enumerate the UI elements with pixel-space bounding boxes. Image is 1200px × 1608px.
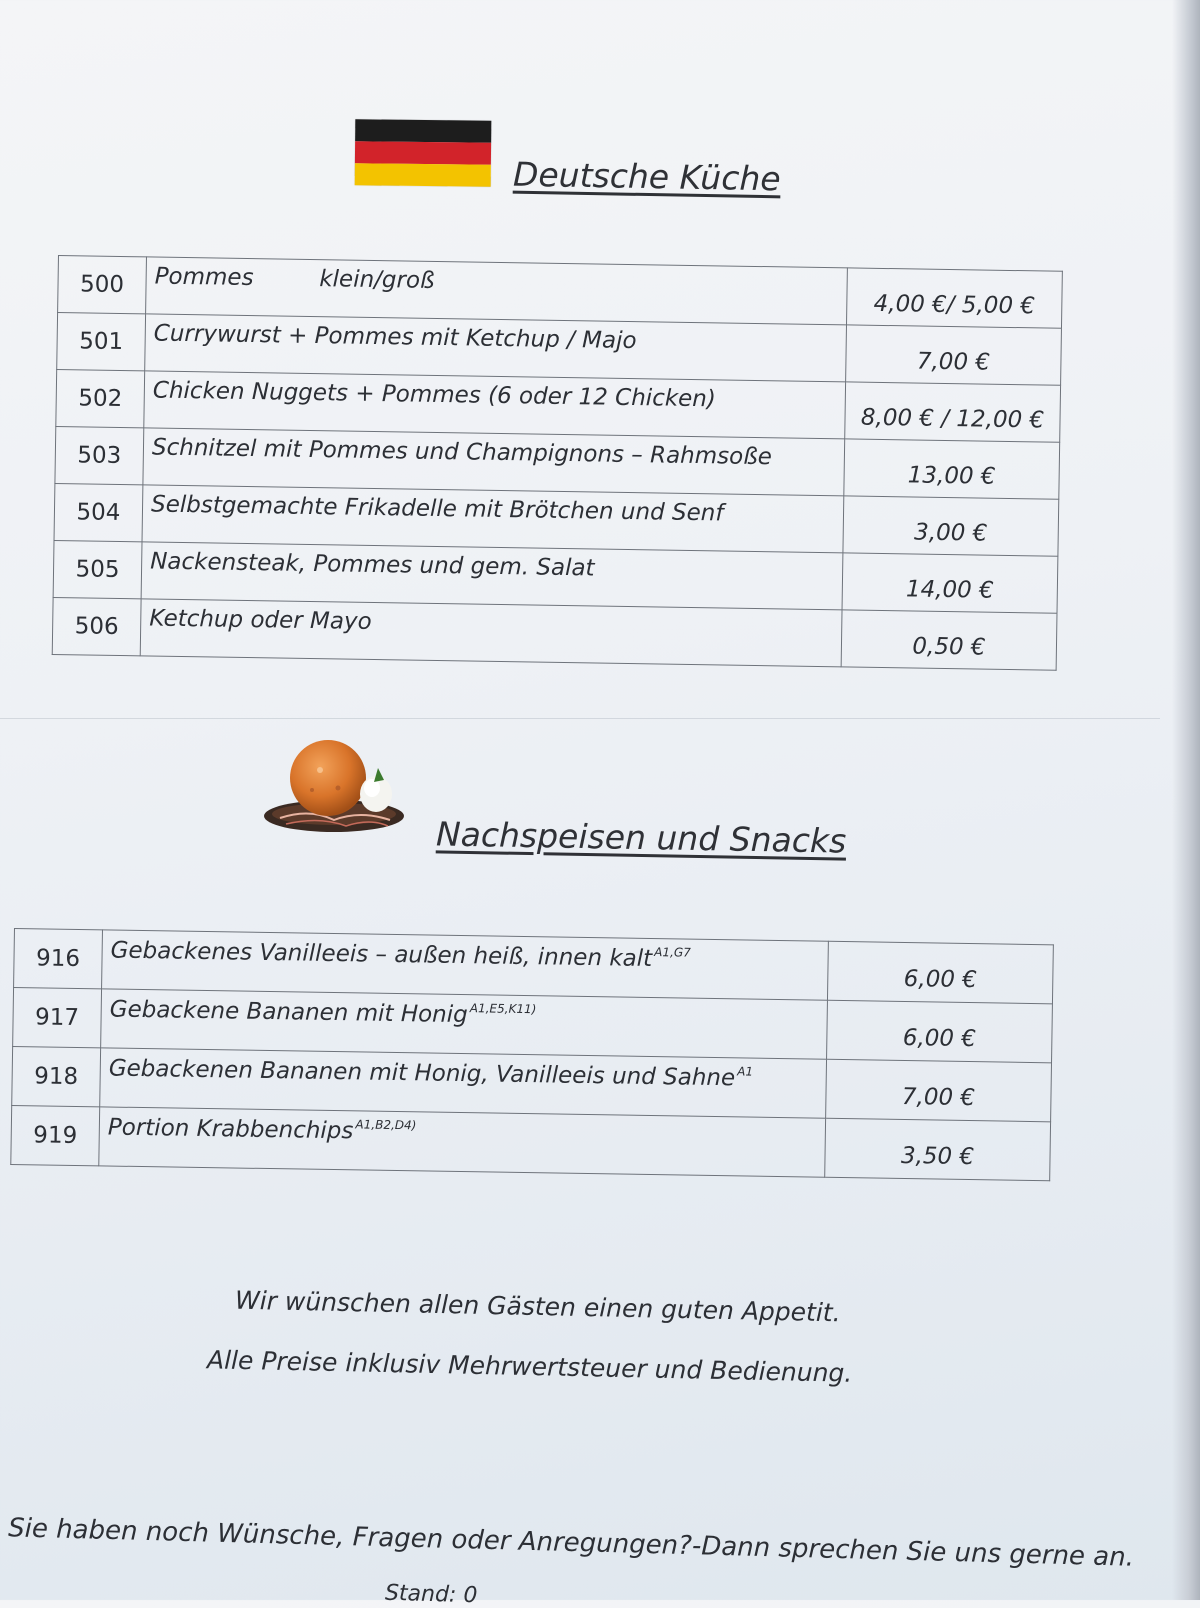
sheet-fold-divider	[0, 718, 1160, 719]
allergen-codes: A1,B2,D4)	[355, 1117, 417, 1133]
item-price: 8,00 € / 12,00 €	[845, 382, 1061, 442]
item-number: 918	[12, 1046, 101, 1106]
item-price: 13,00 €	[844, 439, 1060, 499]
item-name: Portion Krabbenchips	[107, 1114, 354, 1145]
item-name: Nackensteak, Pommes und gem. Salat	[149, 548, 595, 582]
item-name: Chicken Nuggets + Pommes (6 oder 12 Chicken)	[152, 377, 717, 413]
item-number: 503	[55, 426, 144, 484]
item-name: Gebackenen Bananen mit Honig, Vanilleeis und Sahne	[108, 1055, 736, 1092]
item-number: 505	[53, 540, 142, 598]
item-price: 14,00 €	[842, 553, 1058, 613]
item-name: Gebackenes Vanilleeis – außen heiß, innen kalt	[110, 937, 653, 973]
item-price: 7,00 €	[826, 1059, 1052, 1122]
item-price: 7,00 €	[846, 325, 1062, 385]
allergen-codes: A1,G7	[654, 945, 691, 960]
item-price: 6,00 €	[827, 1000, 1053, 1063]
item-number: 502	[56, 369, 145, 427]
flag-band-gold	[355, 163, 491, 186]
item-price: 0,50 €	[841, 610, 1057, 670]
menu-table-nachspeisen	[10, 928, 1054, 1181]
item-number: 506	[52, 597, 141, 655]
item-number: 917	[13, 988, 102, 1048]
item-number: 916	[14, 929, 103, 989]
footer-price-note: Alle Preise inklusiv Mehrwertsteuer und Bedienung.	[206, 1345, 853, 1388]
flag-band-red	[355, 141, 491, 164]
item-name: Gebackene Bananen mit Honig	[109, 996, 468, 1029]
item-price: 3,00 €	[843, 496, 1059, 556]
item-price: 6,00 €	[827, 941, 1053, 1004]
footer-stand-date: Stand: 0	[384, 1580, 478, 1608]
german-flag-icon	[355, 119, 492, 186]
page-edge-shadow	[1172, 0, 1200, 1600]
footer-contact-note: Sie haben noch Wünsche, Fragen oder Anregungen?-Dann sprechen Sie uns gerne an.	[7, 1513, 1135, 1573]
item-name: Pommes klein/groß	[154, 263, 435, 294]
item-price: 3,50 €	[825, 1118, 1051, 1181]
allergen-codes: A1,E5,K11)	[469, 1001, 537, 1017]
item-name-cell	[99, 1107, 826, 1177]
flag-band-black	[355, 119, 491, 142]
item-name: Schnitzel mit Pommes und Champignons – Rahmsoße	[151, 434, 773, 471]
footer-appetit-note: Wir wünschen allen Gästen einen guten Appetit.	[234, 1285, 841, 1328]
menu-table-deutsche-kueche	[52, 255, 1063, 671]
item-number: 501	[57, 313, 146, 371]
item-price: 4,00 €/ 5,00 €	[846, 268, 1062, 328]
item-number: 919	[11, 1105, 100, 1165]
fried-ice-cream-dessert-photo	[250, 728, 418, 846]
section-title-nachspeisen: Nachspeisen und Snacks	[435, 814, 847, 861]
allergen-codes: A1	[737, 1064, 754, 1079]
item-number: 500	[58, 256, 147, 314]
item-number: 504	[54, 483, 143, 541]
item-name: Currywurst + Pommes mit Ketchup / Majo	[153, 320, 637, 355]
section-title-deutsche-kueche: Deutsche Küche	[512, 154, 781, 199]
item-name: Ketchup oder Mayo	[149, 605, 372, 635]
item-name-cell	[140, 599, 842, 667]
item-name: Selbstgemachte Frikadelle mit Brötchen und Senf	[150, 491, 724, 527]
